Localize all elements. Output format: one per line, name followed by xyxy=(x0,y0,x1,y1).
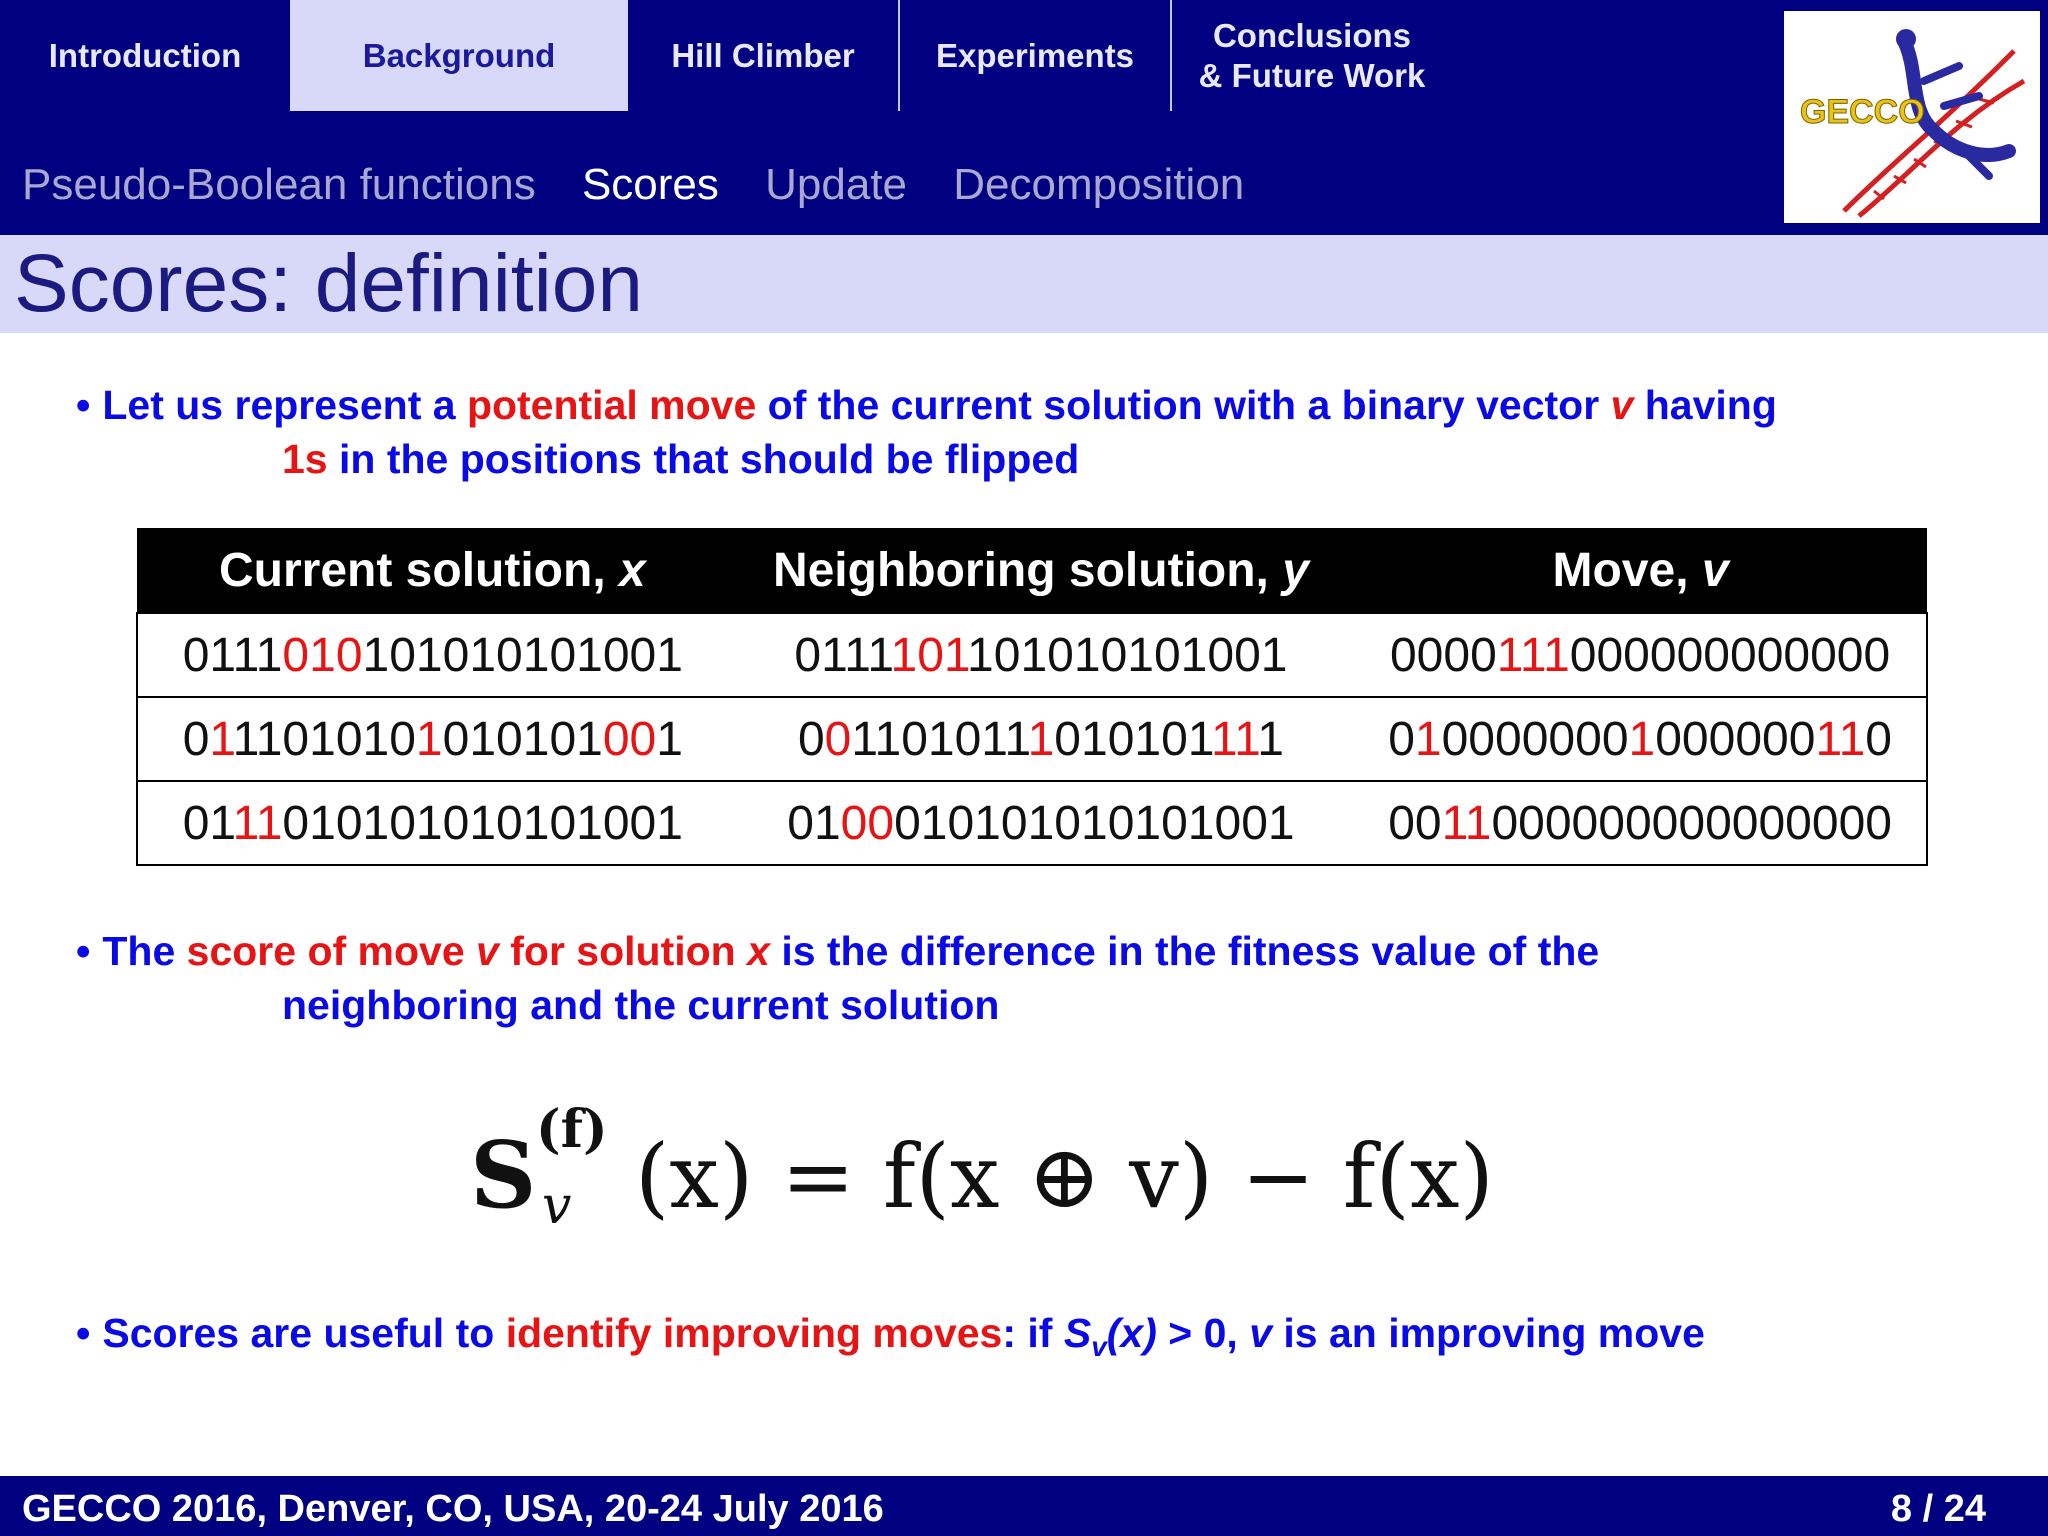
bit: 0 xyxy=(1836,628,1864,682)
bit: 0 xyxy=(182,628,210,682)
bit: 1 xyxy=(362,796,390,850)
bit: 0 xyxy=(894,796,921,850)
subsection-pseudo-boolean[interactable]: Pseudo-Boolean functions xyxy=(22,160,536,209)
bit: 1 xyxy=(1260,628,1288,682)
footer-bar xyxy=(0,1476,2048,1536)
bullet-highlight: potential move xyxy=(466,382,757,428)
bullet-variable: v xyxy=(1610,382,1634,428)
bit: 1 xyxy=(927,712,955,766)
bit: 1 xyxy=(362,712,390,766)
formula-subscript: v xyxy=(542,1176,572,1236)
bit: 0 xyxy=(602,712,630,766)
bit: 0 xyxy=(954,712,982,766)
bullet-variable: S xyxy=(1063,1310,1092,1356)
bit: 1 xyxy=(232,796,256,850)
bit: 1 xyxy=(522,628,550,682)
bullet-text: The xyxy=(102,928,187,974)
bit: 0 xyxy=(993,628,1021,682)
bit: 0 xyxy=(1214,796,1242,850)
bit: 1 xyxy=(415,712,443,766)
slide-title: Scores: definition xyxy=(14,238,644,329)
gecco-logo xyxy=(1784,11,2040,223)
bullet-highlight: score of move xyxy=(186,928,477,974)
bit: 0 xyxy=(335,796,363,850)
subsection-nav xyxy=(22,160,1278,210)
bit: 1 xyxy=(1464,796,1492,850)
bit: 1 xyxy=(1080,712,1108,766)
bit: 0 xyxy=(1544,796,1572,850)
bullet-text: having xyxy=(1633,382,1777,428)
subsection-update[interactable]: Update xyxy=(765,160,908,209)
bit: 0 xyxy=(1569,628,1597,682)
bit: 0 xyxy=(1495,712,1522,766)
bit: 0 xyxy=(335,628,363,682)
bit: 0 xyxy=(1756,628,1784,682)
bit: 0 xyxy=(182,796,210,850)
bit: 0 xyxy=(1735,712,1763,766)
bullet-text: Scores are useful to xyxy=(102,1310,506,1356)
bit: 1 xyxy=(1027,796,1055,850)
bullet-variable: x xyxy=(747,928,770,974)
bit: 1 xyxy=(469,628,497,682)
bit: 0 xyxy=(629,712,657,766)
bit: 0 xyxy=(824,712,852,766)
bit: 0 xyxy=(840,796,868,850)
bit: 0 xyxy=(794,628,822,682)
bullet-score-definition xyxy=(76,924,1599,978)
bit: 1 xyxy=(415,796,443,850)
bullet-highlight: 1s xyxy=(282,436,328,482)
bit: 0 xyxy=(1676,628,1704,682)
bit: 0 xyxy=(602,796,630,850)
score-formula xyxy=(470,1095,1600,1240)
bit: 1 xyxy=(469,796,497,850)
bit: 0 xyxy=(549,628,577,682)
bit: 1 xyxy=(209,628,233,682)
bit: 0 xyxy=(797,712,825,766)
bit: 0 xyxy=(901,712,928,766)
bit: 1 xyxy=(1180,628,1208,682)
bit: 1 xyxy=(943,628,968,682)
bit: 1 xyxy=(1628,712,1656,766)
bit: 0 xyxy=(1863,628,1891,682)
bit: 0 xyxy=(335,712,363,766)
bit: 1 xyxy=(1073,628,1101,682)
bit: 0 xyxy=(389,712,416,766)
bit: 1 xyxy=(1027,712,1055,766)
bit: 1 xyxy=(821,628,845,682)
bit: 0 xyxy=(282,796,310,850)
bit: 1 xyxy=(1004,712,1028,766)
bit: 0 xyxy=(1865,796,1892,850)
bit: 0 xyxy=(496,712,523,766)
subsection-decomposition[interactable]: Decomposition xyxy=(953,160,1245,209)
bit: 0 xyxy=(389,796,416,850)
bullet-variable: v xyxy=(1249,1310,1272,1356)
bullet-text: : if xyxy=(1002,1310,1064,1356)
bit: 0 xyxy=(787,796,814,850)
bit: 1 xyxy=(1519,628,1544,682)
bit: 0 xyxy=(1783,628,1811,682)
bit: 0 xyxy=(867,796,895,850)
table-cell xyxy=(137,781,728,865)
bit: 1 xyxy=(1020,628,1048,682)
bit: 1 xyxy=(522,796,550,850)
bit: 0 xyxy=(1708,712,1736,766)
bit: 0 xyxy=(1762,712,1789,766)
bit: 0 xyxy=(1758,796,1786,850)
bit: 0 xyxy=(1571,796,1599,850)
bit: 0 xyxy=(1623,628,1650,682)
bit: 0 xyxy=(1241,796,1268,850)
table-cell xyxy=(1354,697,1927,781)
bit: 1 xyxy=(522,712,550,766)
bullet-move-representation-line2 xyxy=(282,432,1079,486)
bit: 0 xyxy=(442,796,470,850)
bit: 0 xyxy=(1649,628,1677,682)
bullet-move-representation xyxy=(76,378,1777,432)
bit: 0 xyxy=(282,712,310,766)
formula-superscript: (f) xyxy=(536,1099,608,1160)
bullet-text: in the positions that should be flipped xyxy=(327,436,1080,482)
bit: 1 xyxy=(1496,628,1520,682)
bullet-highlight: for solution xyxy=(498,928,748,974)
bit: 1 xyxy=(981,712,1005,766)
bit: 0 xyxy=(1678,796,1706,850)
bit: 1 xyxy=(232,628,256,682)
column-header-current: Current solution, x xyxy=(137,528,728,613)
bit: 0 xyxy=(1788,712,1816,766)
bit: 0 xyxy=(1414,796,1442,850)
bit: 1 xyxy=(1210,712,1235,766)
bit: 0 xyxy=(1518,796,1545,850)
bit: 0 xyxy=(182,712,210,766)
table-row xyxy=(137,613,1927,697)
bit: 0 xyxy=(1416,628,1444,682)
bit: 0 xyxy=(1161,796,1188,850)
column-header-neighboring: Neighboring solution, y xyxy=(728,528,1355,613)
gecco-logo-graphic xyxy=(1784,11,2040,223)
tab-experiments[interactable]: Experiments xyxy=(935,36,1135,74)
bit: 0 xyxy=(1575,712,1602,766)
bullet-text: Let us represent a xyxy=(102,382,467,428)
bit: 0 xyxy=(1865,712,1892,766)
score-formula-graphic xyxy=(470,1095,1600,1240)
bit: 0 xyxy=(1655,712,1682,766)
bit: 0 xyxy=(1054,712,1081,766)
bit: 0 xyxy=(1596,628,1624,682)
bit: 0 xyxy=(1054,796,1081,850)
bit: 0 xyxy=(549,712,577,766)
table-cell xyxy=(1354,781,1927,865)
bit: 1 xyxy=(1267,796,1295,850)
table-row xyxy=(137,697,1927,781)
bit: 1 xyxy=(974,796,1001,850)
bit: 0 xyxy=(1624,796,1652,850)
bit: 1 xyxy=(1080,796,1108,850)
bit: 0 xyxy=(1207,628,1235,682)
bullet-score-definition-line2: neighboring and the current solution xyxy=(282,982,1000,1028)
bit: 0 xyxy=(1234,628,1261,682)
bit: 0 xyxy=(1681,712,1709,766)
bit: 1 xyxy=(576,712,603,766)
bit: 0 xyxy=(629,628,657,682)
bit: 1 xyxy=(1257,712,1284,766)
bit: 0 xyxy=(1388,712,1415,766)
footer-conference: GECCO 2016, Denver, CO, USA, 20-24 July 2016 xyxy=(22,1488,884,1530)
bit: 0 xyxy=(1651,796,1679,850)
bullet-dot: • xyxy=(76,1310,91,1356)
bit: 0 xyxy=(1810,628,1837,682)
bit: 1 xyxy=(1838,712,1866,766)
bit: 1 xyxy=(890,628,918,682)
bit: 1 xyxy=(1187,796,1215,850)
bit: 0 xyxy=(1153,628,1181,682)
formula-s: S xyxy=(470,1121,537,1229)
page-number[interactable]: 8 / 24 xyxy=(1890,1488,1986,1530)
bit: 0 xyxy=(1389,628,1417,682)
bit: 1 xyxy=(255,712,283,766)
table-cell xyxy=(728,697,1355,781)
table-cell xyxy=(728,613,1355,697)
bit: 0 xyxy=(1047,628,1074,682)
bit: 1 xyxy=(844,628,868,682)
bit: 0 xyxy=(1601,712,1629,766)
bit: 1 xyxy=(209,796,233,850)
bullet-score-usefulness xyxy=(76,1306,1705,1374)
tab-hill-climber[interactable]: Hill Climber xyxy=(671,36,855,74)
bullet-highlight: identify improving moves xyxy=(505,1310,1003,1356)
bit: 1 xyxy=(967,628,994,682)
bullet-variable: (x) xyxy=(1106,1310,1157,1356)
table-cell xyxy=(137,697,728,781)
bullet-text: is an improving move xyxy=(1272,1310,1705,1356)
bullet-variable: v xyxy=(476,928,499,974)
bit: 0 xyxy=(496,796,523,850)
bit: 0 xyxy=(1000,796,1028,850)
bit: 0 xyxy=(1521,712,1549,766)
bit: 1 xyxy=(362,628,390,682)
bullet-text: of the current solution with a binary vector xyxy=(756,382,1611,428)
bit: 1 xyxy=(1543,628,1570,682)
bit: 0 xyxy=(1703,628,1730,682)
bit: 1 xyxy=(1234,712,1258,766)
bit: 1 xyxy=(1187,712,1211,766)
bit: 1 xyxy=(1134,712,1162,766)
tab-conclusions[interactable]: Conclusions & Future Work xyxy=(1198,16,1426,94)
bit: 0 xyxy=(947,796,975,850)
bit: 0 xyxy=(1598,796,1625,850)
bit: 0 xyxy=(1107,796,1135,850)
bit: 1 xyxy=(415,628,443,682)
bit: 0 xyxy=(1161,712,1188,766)
bit: 1 xyxy=(920,796,948,850)
bit: 1 xyxy=(1815,712,1839,766)
bullet-dot: • xyxy=(76,382,91,428)
table-cell xyxy=(1354,613,1927,697)
bit: 0 xyxy=(602,628,630,682)
bit: 1 xyxy=(1414,712,1442,766)
bit: 1 xyxy=(656,796,683,850)
formula-body: (x) = f(x ⊕ v) − f(x) xyxy=(635,1125,1494,1228)
bit: 1 xyxy=(469,712,497,766)
bit: 1 xyxy=(1134,796,1162,850)
bit: 0 xyxy=(1548,712,1576,766)
bit: 1 xyxy=(813,796,841,850)
bit: 1 xyxy=(232,712,256,766)
bullet-text: is the difference in the fitness value of the xyxy=(769,928,1600,974)
bit: 0 xyxy=(1729,628,1757,682)
tab-background[interactable]: Background xyxy=(290,0,628,111)
logo-text: GECCO xyxy=(1800,93,1925,131)
bit: 1 xyxy=(309,628,336,682)
table-row xyxy=(137,781,1927,865)
subsection-scores[interactable]: Scores xyxy=(581,160,719,209)
bit: 0 xyxy=(1491,796,1519,850)
bit: 0 xyxy=(1443,628,1471,682)
table-cell xyxy=(137,613,728,697)
bit: 1 xyxy=(309,712,336,766)
bit: 1 xyxy=(255,628,283,682)
bit: 0 xyxy=(629,796,657,850)
bit: 1 xyxy=(1127,628,1154,682)
bit: 0 xyxy=(1731,796,1759,850)
bit: 1 xyxy=(867,628,891,682)
bit: 0 xyxy=(1107,712,1135,766)
bit: 0 xyxy=(1468,712,1495,766)
column-header-move: Move, v xyxy=(1354,528,1927,613)
bit: 0 xyxy=(282,628,310,682)
bit: 1 xyxy=(874,712,902,766)
top-navigation-bar xyxy=(0,0,2048,235)
tab-introduction[interactable]: Introduction xyxy=(48,36,242,74)
bit: 1 xyxy=(255,796,283,850)
bit: 0 xyxy=(1705,796,1732,850)
bit: 0 xyxy=(1838,796,1866,850)
bit: 0 xyxy=(1100,628,1128,682)
bit: 0 xyxy=(442,712,470,766)
bit: 0 xyxy=(389,628,416,682)
bit: 1 xyxy=(1441,796,1465,850)
table-cell xyxy=(728,781,1355,865)
bullet-dot: • xyxy=(76,928,91,974)
bit: 0 xyxy=(549,796,577,850)
bit: 1 xyxy=(656,712,683,766)
bit: 0 xyxy=(1811,796,1839,850)
bit: 1 xyxy=(576,628,603,682)
bit: 1 xyxy=(209,712,233,766)
bit: 1 xyxy=(656,628,683,682)
bit: 0 xyxy=(1388,796,1415,850)
moves-table xyxy=(136,528,1928,866)
bit: 0 xyxy=(1470,628,1497,682)
bit: 1 xyxy=(851,712,875,766)
bit: 0 xyxy=(442,628,470,682)
bullet-text: > 0, xyxy=(1156,1310,1250,1356)
bit: 0 xyxy=(917,628,944,682)
bit: 0 xyxy=(1785,796,1812,850)
bit: 1 xyxy=(576,796,603,850)
table-header-row xyxy=(137,528,1927,613)
bit: 0 xyxy=(1441,712,1469,766)
bit: 0 xyxy=(496,628,523,682)
bit: 1 xyxy=(309,796,336,850)
bullet-subscript: v xyxy=(1091,1331,1107,1363)
